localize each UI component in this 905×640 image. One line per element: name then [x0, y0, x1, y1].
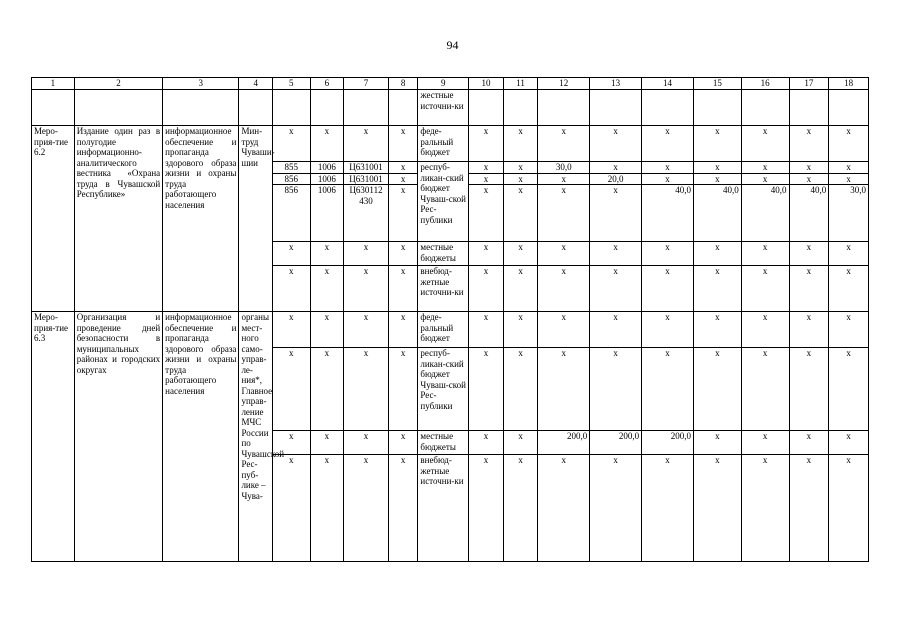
- value-cell: x: [503, 312, 538, 348]
- value-cell: x: [693, 162, 741, 174]
- header-cell: 9: [418, 78, 469, 90]
- value-cell: x: [693, 173, 741, 185]
- value-cell: x: [590, 348, 642, 431]
- value-cell: x: [538, 126, 590, 162]
- value-cell: x: [789, 431, 829, 455]
- measure-executor: Мин-труд Чуваши-шии: [239, 126, 273, 312]
- value-cell: x: [388, 185, 417, 242]
- value-cell: x: [538, 455, 590, 562]
- header-cell: 13: [590, 78, 642, 90]
- table-row: [32, 126, 869, 162]
- value-cell: x: [538, 242, 590, 266]
- header-cell: 5: [272, 78, 310, 90]
- value-cell: x: [388, 266, 417, 312]
- value-cell: x: [388, 242, 417, 266]
- value-cell: x: [388, 312, 417, 348]
- value-cell: x: [590, 126, 642, 162]
- value-cell: x: [344, 431, 389, 455]
- value-cell: x: [590, 455, 642, 562]
- value-cell: x: [693, 266, 741, 312]
- value-cell: x: [272, 455, 310, 562]
- value-cell: x: [642, 348, 694, 431]
- value-cell: 40,0: [693, 185, 741, 242]
- value-cell: 1006: [310, 162, 344, 174]
- value-cell: x: [503, 455, 538, 562]
- header-row: [32, 78, 869, 90]
- measure-purpose: информационное обеспечение и пропаганда здорового образа жизни и охраны труда работающего населения: [163, 126, 239, 312]
- value-cell: x: [538, 312, 590, 348]
- value-cell: 200,0: [642, 431, 694, 455]
- measure-name: Меро-прия-тие 6.3: [32, 312, 75, 562]
- value-cell: x: [789, 266, 829, 312]
- value-cell: x: [741, 431, 789, 455]
- value-cell: x: [538, 266, 590, 312]
- value-cell: x: [829, 173, 869, 185]
- value-cell: Ц630112 430: [344, 185, 389, 242]
- value-cell: x: [469, 162, 504, 174]
- header-cell: 2: [74, 78, 162, 90]
- value-cell: x: [503, 348, 538, 431]
- header-cell: 3: [163, 78, 239, 90]
- value-cell: x: [789, 162, 829, 174]
- value-cell: x: [590, 242, 642, 266]
- value-cell: x: [388, 173, 417, 185]
- value-cell: 855: [272, 162, 310, 174]
- value-cell: x: [829, 126, 869, 162]
- value-cell: x: [469, 431, 504, 455]
- value-cell: x: [829, 431, 869, 455]
- value-cell: x: [829, 242, 869, 266]
- header-cell: 7: [344, 78, 389, 90]
- value-cell: x: [469, 173, 504, 185]
- value-cell: x: [829, 312, 869, 348]
- value-cell: x: [538, 185, 590, 242]
- measure-name: Меро-прия-тие 6.2: [32, 126, 75, 312]
- header-cell: 4: [239, 78, 273, 90]
- value-cell: 1006: [310, 185, 344, 242]
- value-cell: 40,0: [741, 185, 789, 242]
- value-cell: x: [642, 455, 694, 562]
- value-cell: x: [344, 312, 389, 348]
- value-cell: x: [642, 266, 694, 312]
- value-cell: x: [388, 455, 417, 562]
- value-cell: x: [741, 173, 789, 185]
- source-cell: местные бюджеты: [418, 431, 469, 455]
- value-cell: x: [272, 266, 310, 312]
- header-cell: 1: [32, 78, 75, 90]
- value-cell: x: [469, 348, 504, 431]
- table-row: [32, 312, 869, 348]
- value-cell: x: [344, 242, 389, 266]
- value-cell: 30,0: [829, 185, 869, 242]
- value-cell: x: [642, 242, 694, 266]
- value-cell: Ц631001: [344, 173, 389, 185]
- value-cell: 200,0: [538, 431, 590, 455]
- header-cell: 11: [503, 78, 538, 90]
- table-row: [32, 90, 869, 126]
- source-cell: внебюд-жетные источни-ки: [418, 455, 469, 562]
- value-cell: x: [741, 162, 789, 174]
- value-cell: x: [469, 242, 504, 266]
- value-cell: x: [789, 348, 829, 431]
- value-cell: x: [789, 312, 829, 348]
- source-cell: феде-ральный бюджет: [418, 126, 469, 162]
- value-cell: x: [310, 455, 344, 562]
- value-cell: x: [344, 455, 389, 562]
- budget-table: [31, 77, 869, 562]
- value-cell: x: [310, 242, 344, 266]
- value-cell: x: [469, 126, 504, 162]
- header-cell: 15: [693, 78, 741, 90]
- value-cell: x: [469, 266, 504, 312]
- value-cell: x: [310, 266, 344, 312]
- source-cell: респуб-ликан-ский бюджет Чуваш-ской Рес-публики: [418, 348, 469, 431]
- value-cell: x: [503, 431, 538, 455]
- source-cell: местные бюджеты: [418, 242, 469, 266]
- header-cell: 16: [741, 78, 789, 90]
- measure-description: Издание один раз в полугодие информационно-аналитического вестника «Охрана труда в Чувашской Республике»: [74, 126, 162, 312]
- value-cell: x: [789, 126, 829, 162]
- value-cell: x: [829, 162, 869, 174]
- header-cell: 18: [829, 78, 869, 90]
- value-cell: x: [503, 266, 538, 312]
- header-cell: 17: [789, 78, 829, 90]
- measure-executor: органы мест-ного само-управ-ле-ния*, Главное управ-ление МЧС России по Чувашской Рес-пуб-лике – Чува-: [239, 312, 273, 562]
- value-cell: Ц631001: [344, 162, 389, 174]
- value-cell: x: [310, 348, 344, 431]
- value-cell: x: [829, 348, 869, 431]
- page-number: 94: [446, 38, 459, 52]
- value-cell: x: [642, 126, 694, 162]
- value-cell: 30,0: [538, 162, 590, 174]
- value-cell: x: [590, 162, 642, 174]
- source-cell: феде-ральный бюджет: [418, 312, 469, 348]
- source-cell: жестные источни-ки: [418, 90, 469, 126]
- value-cell: 40,0: [789, 185, 829, 242]
- value-cell: x: [272, 126, 310, 162]
- value-cell: x: [693, 126, 741, 162]
- header-cell: 10: [469, 78, 504, 90]
- header-cell: 12: [538, 78, 590, 90]
- value-cell: 856: [272, 173, 310, 185]
- value-cell: x: [538, 348, 590, 431]
- value-cell: x: [272, 431, 310, 455]
- value-cell: x: [590, 266, 642, 312]
- header-cell: 14: [642, 78, 694, 90]
- measure-description: Организация и проведение дней безопасности в муниципальных районах и городских округах: [74, 312, 162, 562]
- value-cell: x: [829, 266, 869, 312]
- value-cell: 1006: [310, 173, 344, 185]
- measure-purpose: информационное обеспечение и пропаганда здорового образа жизни и охраны труда работающего населения: [163, 312, 239, 562]
- value-cell: x: [503, 173, 538, 185]
- value-cell: x: [741, 266, 789, 312]
- source-cell: внебюд-жетные источни-ки: [418, 266, 469, 312]
- value-cell: 856: [272, 185, 310, 242]
- value-cell: x: [469, 455, 504, 562]
- value-cell: x: [693, 348, 741, 431]
- value-cell: x: [789, 173, 829, 185]
- value-cell: x: [642, 173, 694, 185]
- value-cell: x: [344, 266, 389, 312]
- value-cell: x: [741, 312, 789, 348]
- value-cell: x: [741, 455, 789, 562]
- value-cell: x: [388, 431, 417, 455]
- value-cell: x: [503, 185, 538, 242]
- value-cell: 20,0: [590, 173, 642, 185]
- value-cell: x: [590, 312, 642, 348]
- value-cell: x: [789, 242, 829, 266]
- value-cell: x: [642, 162, 694, 174]
- value-cell: x: [469, 185, 504, 242]
- value-cell: x: [741, 126, 789, 162]
- value-cell: x: [741, 348, 789, 431]
- header-cell: 6: [310, 78, 344, 90]
- value-cell: x: [388, 348, 417, 431]
- value-cell: x: [789, 455, 829, 562]
- value-cell: x: [344, 348, 389, 431]
- value-cell: x: [310, 431, 344, 455]
- value-cell: x: [590, 185, 642, 242]
- value-cell: x: [693, 455, 741, 562]
- value-cell: x: [388, 162, 417, 174]
- value-cell: x: [272, 242, 310, 266]
- value-cell: x: [503, 162, 538, 174]
- value-cell: x: [538, 173, 590, 185]
- value-cell: 40,0: [642, 185, 694, 242]
- value-cell: x: [829, 455, 869, 562]
- value-cell: x: [469, 312, 504, 348]
- value-cell: x: [741, 242, 789, 266]
- value-cell: x: [693, 431, 741, 455]
- value-cell: x: [344, 126, 389, 162]
- source-cell: респуб-ликан-ский бюджет Чуваш-ской Рес-публики: [418, 162, 469, 242]
- value-cell: x: [642, 312, 694, 348]
- value-cell: x: [503, 126, 538, 162]
- value-cell: x: [310, 126, 344, 162]
- value-cell: x: [693, 312, 741, 348]
- value-cell: 200,0: [590, 431, 642, 455]
- value-cell: x: [388, 126, 417, 162]
- value-cell: x: [272, 312, 310, 348]
- value-cell: x: [310, 312, 344, 348]
- header-cell: 8: [388, 78, 417, 90]
- value-cell: x: [693, 242, 741, 266]
- value-cell: x: [272, 348, 310, 431]
- value-cell: x: [503, 242, 538, 266]
